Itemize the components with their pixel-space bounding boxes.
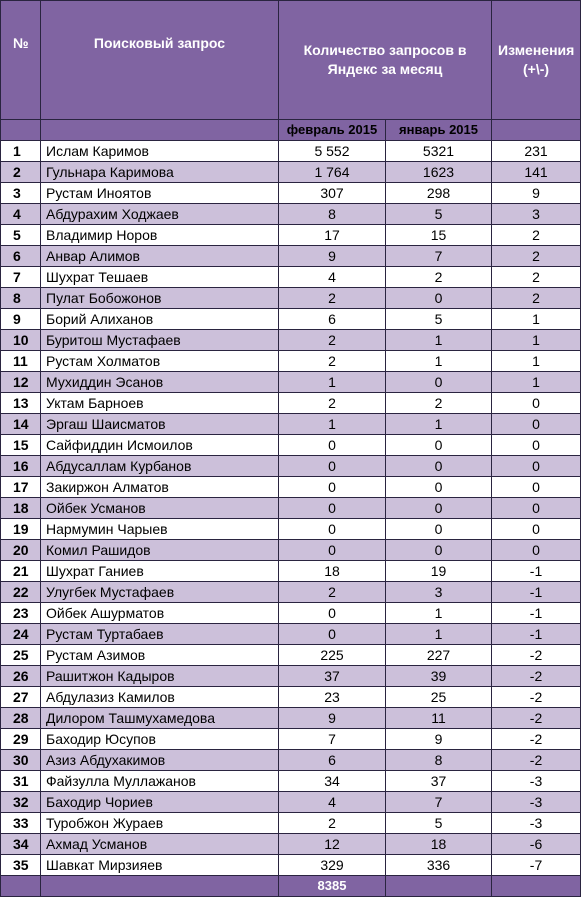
row-number: 8 [1, 288, 41, 309]
row-jan-value: 9 [386, 729, 492, 750]
row-change-value: -2 [492, 645, 581, 666]
row-query: Закиржон Алматов [41, 477, 279, 498]
row-feb-value: 23 [279, 687, 386, 708]
row-number: 15 [1, 435, 41, 456]
total-empty-num [1, 876, 41, 897]
row-change-value: 0 [492, 435, 581, 456]
row-feb-value: 37 [279, 666, 386, 687]
row-feb-value: 18 [279, 561, 386, 582]
row-jan-value: 0 [386, 288, 492, 309]
row-feb-value: 6 [279, 750, 386, 771]
table-row [1, 225, 581, 246]
row-feb-value: 2 [279, 813, 386, 834]
table-body [1, 141, 581, 876]
row-query: Борий Алиханов [41, 309, 279, 330]
table-row [1, 183, 581, 204]
row-query: Ислам Каримов [41, 141, 279, 162]
row-jan-value: 0 [386, 498, 492, 519]
row-feb-value: 307 [279, 183, 386, 204]
table-row [1, 456, 581, 477]
row-change-value: 0 [492, 477, 581, 498]
row-feb-value: 1 [279, 372, 386, 393]
table-row [1, 246, 581, 267]
subheader-empty-change [492, 120, 581, 141]
row-change-value: 9 [492, 183, 581, 204]
row-query: Файзулла Муллажанов [41, 771, 279, 792]
row-number: 20 [1, 540, 41, 561]
table-row [1, 519, 581, 540]
row-number: 24 [1, 624, 41, 645]
jan-2015-header: январь 2015 [386, 120, 492, 141]
row-query: Абдусаллам Курбанов [41, 456, 279, 477]
row-jan-value: 11 [386, 708, 492, 729]
change-column-header: Изменения (+\-) [492, 1, 581, 120]
row-number: 9 [1, 309, 41, 330]
row-number: 16 [1, 456, 41, 477]
table-row [1, 645, 581, 666]
row-feb-value: 6 [279, 309, 386, 330]
row-jan-value: 1 [386, 351, 492, 372]
row-feb-value: 7 [279, 729, 386, 750]
row-query: Нармумин Чарыев [41, 519, 279, 540]
row-jan-value: 1 [386, 603, 492, 624]
number-column-header: № [1, 1, 41, 120]
table-row [1, 687, 581, 708]
row-change-value: 2 [492, 246, 581, 267]
table-row [1, 540, 581, 561]
row-number: 19 [1, 519, 41, 540]
row-feb-value: 9 [279, 246, 386, 267]
row-query: Ахмад Усманов [41, 834, 279, 855]
row-query: Сайфиддин Исмоилов [41, 435, 279, 456]
row-change-value: 0 [492, 414, 581, 435]
table-row [1, 372, 581, 393]
table-row [1, 666, 581, 687]
table-row [1, 708, 581, 729]
row-feb-value: 1 764 [279, 162, 386, 183]
row-query: Ойбек Ашурматов [41, 603, 279, 624]
row-change-value: -1 [492, 582, 581, 603]
row-change-value: -3 [492, 813, 581, 834]
row-feb-value: 0 [279, 477, 386, 498]
row-query: Азиз Абдухакимов [41, 750, 279, 771]
row-number: 12 [1, 372, 41, 393]
row-number: 23 [1, 603, 41, 624]
row-feb-value: 329 [279, 855, 386, 876]
row-number: 28 [1, 708, 41, 729]
row-query: Улугбек Мустафаев [41, 582, 279, 603]
row-query: Рустам Холматов [41, 351, 279, 372]
row-query: Уктам Барноев [41, 393, 279, 414]
row-query: Пулат Бобожонов [41, 288, 279, 309]
row-query: Шавкат Мирзияев [41, 855, 279, 876]
table-row [1, 414, 581, 435]
row-jan-value: 298 [386, 183, 492, 204]
row-query: Шухрат Тешаев [41, 267, 279, 288]
row-change-value: -2 [492, 729, 581, 750]
row-query: Рашитжон Кадыров [41, 666, 279, 687]
row-change-value: 3 [492, 204, 581, 225]
row-change-value: -2 [492, 687, 581, 708]
row-jan-value: 2 [386, 393, 492, 414]
subheader-row [1, 120, 581, 141]
row-number: 4 [1, 204, 41, 225]
row-change-value: 231 [492, 141, 581, 162]
total-empty-jan [386, 876, 492, 897]
row-jan-value: 1 [386, 330, 492, 351]
row-feb-value: 0 [279, 498, 386, 519]
row-query: Абдулазиз Камилов [41, 687, 279, 708]
row-feb-value: 2 [279, 330, 386, 351]
row-query: Абдурахим Ходжаев [41, 204, 279, 225]
table-row [1, 603, 581, 624]
table-row [1, 330, 581, 351]
row-feb-value: 5 552 [279, 141, 386, 162]
query-column-header: Поисковый запрос [41, 1, 279, 120]
feb-2015-header: февраль 2015 [279, 120, 386, 141]
table-row [1, 477, 581, 498]
table-row [1, 582, 581, 603]
table-row [1, 435, 581, 456]
row-number: 7 [1, 267, 41, 288]
row-jan-value: 0 [386, 372, 492, 393]
table-row [1, 750, 581, 771]
row-feb-value: 225 [279, 645, 386, 666]
row-number: 21 [1, 561, 41, 582]
row-jan-value: 5 [386, 204, 492, 225]
row-jan-value: 37 [386, 771, 492, 792]
row-feb-value: 2 [279, 393, 386, 414]
row-number: 5 [1, 225, 41, 246]
table-row [1, 162, 581, 183]
row-jan-value: 5 [386, 813, 492, 834]
table-row [1, 624, 581, 645]
row-query: Рустам Иноятов [41, 183, 279, 204]
row-change-value: 0 [492, 393, 581, 414]
row-change-value: -1 [492, 561, 581, 582]
table-row [1, 351, 581, 372]
row-jan-value: 7 [386, 246, 492, 267]
row-change-value: 1 [492, 372, 581, 393]
row-query: Дилором Ташмухамедова [41, 708, 279, 729]
row-jan-value: 2 [386, 267, 492, 288]
row-feb-value: 0 [279, 519, 386, 540]
count-column-header: Количество запросов в Яндекс за месяц [279, 1, 492, 120]
table-row [1, 309, 581, 330]
row-change-value: 1 [492, 351, 581, 372]
row-feb-value: 9 [279, 708, 386, 729]
row-query: Мухиддин Эсанов [41, 372, 279, 393]
row-number: 27 [1, 687, 41, 708]
row-jan-value: 5 [386, 309, 492, 330]
row-jan-value: 15 [386, 225, 492, 246]
row-number: 26 [1, 666, 41, 687]
row-number: 22 [1, 582, 41, 603]
row-number: 34 [1, 834, 41, 855]
row-number: 2 [1, 162, 41, 183]
row-number: 32 [1, 792, 41, 813]
row-query: Эргаш Шаисматов [41, 414, 279, 435]
row-number: 18 [1, 498, 41, 519]
row-jan-value: 19 [386, 561, 492, 582]
row-change-value: 0 [492, 519, 581, 540]
row-number: 6 [1, 246, 41, 267]
row-change-value: 0 [492, 456, 581, 477]
row-query: Шухрат Ганиев [41, 561, 279, 582]
row-feb-value: 2 [279, 288, 386, 309]
row-feb-value: 12 [279, 834, 386, 855]
row-jan-value: 0 [386, 477, 492, 498]
row-change-value: 1 [492, 330, 581, 351]
row-change-value: 2 [492, 267, 581, 288]
row-jan-value: 25 [386, 687, 492, 708]
row-feb-value: 0 [279, 603, 386, 624]
row-change-value: -6 [492, 834, 581, 855]
row-feb-value: 2 [279, 351, 386, 372]
row-feb-value: 2 [279, 582, 386, 603]
row-number: 33 [1, 813, 41, 834]
row-change-value: 0 [492, 498, 581, 519]
row-jan-value: 1623 [386, 162, 492, 183]
table-row [1, 393, 581, 414]
row-feb-value: 0 [279, 456, 386, 477]
row-jan-value: 0 [386, 519, 492, 540]
row-number: 10 [1, 330, 41, 351]
row-number: 1 [1, 141, 41, 162]
row-jan-value: 3 [386, 582, 492, 603]
row-number: 31 [1, 771, 41, 792]
row-query: Баходир Юсупов [41, 729, 279, 750]
row-query: Рустам Туртабаев [41, 624, 279, 645]
row-query: Буритош Мустафаев [41, 330, 279, 351]
row-query: Рустам Азимов [41, 645, 279, 666]
row-jan-value: 0 [386, 540, 492, 561]
row-feb-value: 34 [279, 771, 386, 792]
row-jan-value: 0 [386, 435, 492, 456]
row-feb-value: 17 [279, 225, 386, 246]
row-query: Ойбек Усманов [41, 498, 279, 519]
row-jan-value: 1 [386, 624, 492, 645]
row-change-value: -7 [492, 855, 581, 876]
table-row [1, 855, 581, 876]
total-empty-change [492, 876, 581, 897]
table-row [1, 771, 581, 792]
row-number: 11 [1, 351, 41, 372]
row-number: 25 [1, 645, 41, 666]
row-query: Баходир Чориев [41, 792, 279, 813]
row-jan-value: 18 [386, 834, 492, 855]
table-row [1, 834, 581, 855]
row-number: 30 [1, 750, 41, 771]
table-row [1, 813, 581, 834]
table-row [1, 561, 581, 582]
row-feb-value: 0 [279, 624, 386, 645]
total-empty-query [41, 876, 279, 897]
row-feb-value: 4 [279, 792, 386, 813]
row-change-value: 141 [492, 162, 581, 183]
row-jan-value: 227 [386, 645, 492, 666]
row-jan-value: 5321 [386, 141, 492, 162]
table-row [1, 498, 581, 519]
row-query: Анвар Алимов [41, 246, 279, 267]
row-change-value: -1 [492, 603, 581, 624]
table-row [1, 288, 581, 309]
row-feb-value: 8 [279, 204, 386, 225]
subheader-empty-query [41, 120, 279, 141]
table-row [1, 141, 581, 162]
row-query: Владимир Норов [41, 225, 279, 246]
row-query: Комил Рашидов [41, 540, 279, 561]
row-change-value: -3 [492, 771, 581, 792]
row-change-value: -1 [492, 624, 581, 645]
row-jan-value: 1 [386, 414, 492, 435]
row-number: 3 [1, 183, 41, 204]
row-change-value: 2 [492, 288, 581, 309]
table-row [1, 792, 581, 813]
table-row [1, 204, 581, 225]
row-query: Гульнара Каримова [41, 162, 279, 183]
header-row [1, 1, 581, 120]
row-jan-value: 39 [386, 666, 492, 687]
row-feb-value: 0 [279, 540, 386, 561]
row-jan-value: 0 [386, 456, 492, 477]
row-jan-value: 7 [386, 792, 492, 813]
table-row [1, 267, 581, 288]
total-row [1, 876, 581, 897]
row-change-value: 0 [492, 540, 581, 561]
total-feb-value: 8385 [279, 876, 386, 897]
subheader-empty-num [1, 120, 41, 141]
row-change-value: -3 [492, 792, 581, 813]
row-number: 35 [1, 855, 41, 876]
row-number: 14 [1, 414, 41, 435]
row-change-value: 1 [492, 309, 581, 330]
table-row [1, 729, 581, 750]
row-change-value: -2 [492, 750, 581, 771]
row-jan-value: 336 [386, 855, 492, 876]
row-number: 17 [1, 477, 41, 498]
row-number: 29 [1, 729, 41, 750]
row-change-value: 2 [492, 225, 581, 246]
row-feb-value: 0 [279, 435, 386, 456]
row-change-value: -2 [492, 666, 581, 687]
row-feb-value: 1 [279, 414, 386, 435]
row-number: 13 [1, 393, 41, 414]
row-feb-value: 4 [279, 267, 386, 288]
row-jan-value: 8 [386, 750, 492, 771]
row-query: Туробжон Жураев [41, 813, 279, 834]
row-change-value: -2 [492, 708, 581, 729]
